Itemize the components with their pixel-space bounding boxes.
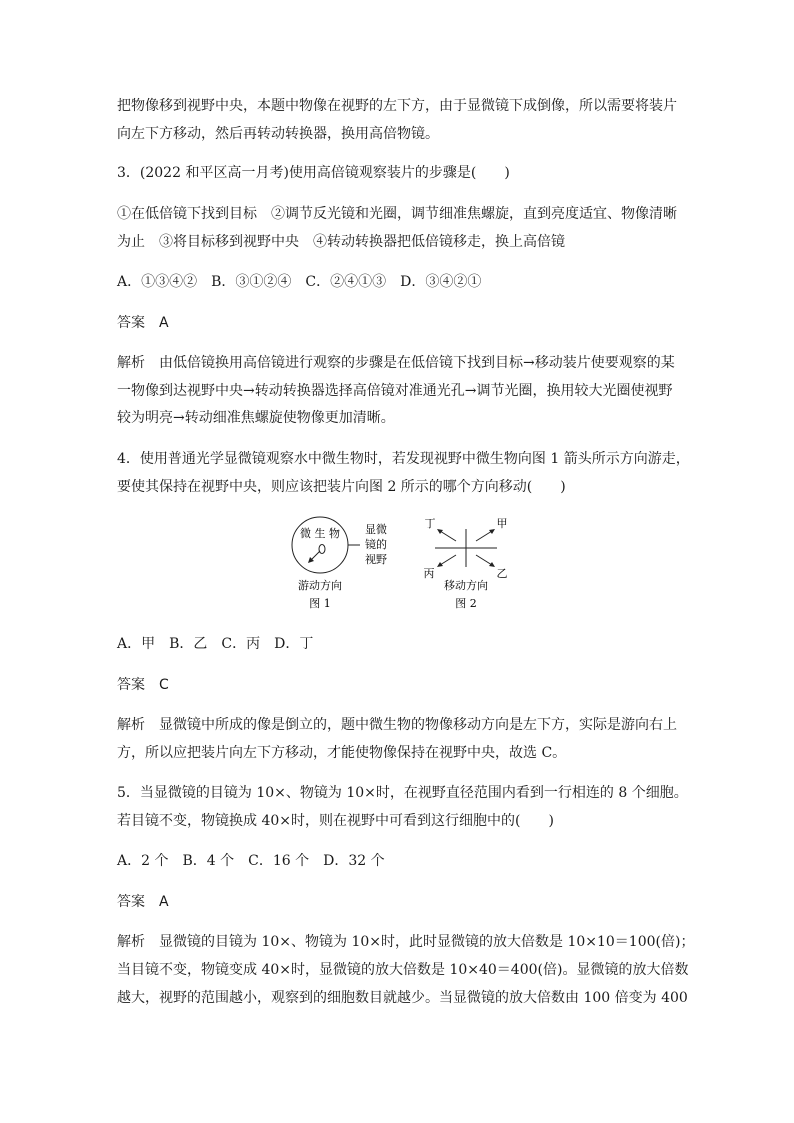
fig2-caption: 图 2 (455, 597, 477, 610)
label-yi: 乙 (496, 567, 508, 580)
q3-choices: A．①③④② B．③①②④ C．②④①③ D．③④②① (117, 274, 482, 290)
q3-option-line-1: ①在低倍镜下找到目标 ②调节反光镜和光圈，调节细准焦螺旋，直到亮度适宜、物像清晰 (117, 206, 677, 222)
microscope-figure (280, 515, 520, 615)
q3-analysis-1: 解析 由低倍镜换用高倍镜进行观察的步骤是在低倍镜下找到目标→移动装片使要观察的某 (117, 355, 675, 371)
question-4-cont: 要使其保持在视野中央，则应该把装片向图 2 所示的哪个方向移动( ) (117, 479, 566, 495)
arrow-bing (440, 555, 456, 565)
arrow-bing-head (437, 562, 443, 567)
arrow-jia-head (489, 529, 495, 534)
q4-choices: A．甲 B．乙 C．丙 D．丁 (117, 636, 314, 652)
question-5: 5．当显微镜的目镜为 10×、物镜为 10×时，在视野直径范围内看到一行相连的 8 个细胞。 (117, 785, 688, 801)
q3-option-line-2: 为止 ③将目标移到视野中央 ④转动转换器把低倍镜移走，换上高倍镜 (117, 234, 565, 250)
arrow-ding-head (437, 529, 443, 534)
fig1-caption: 图 1 (309, 597, 331, 610)
fig1-side-3: 视野 (365, 553, 387, 566)
fig2-dir-label: 移动方向 (444, 579, 488, 592)
fig1-top-label: 微 生 物 (300, 527, 340, 540)
microbe-shape (319, 545, 325, 554)
fig1-side-2: 镜的 (365, 538, 387, 551)
label-jia: 甲 (496, 517, 508, 530)
label-ding: 丁 (424, 517, 436, 530)
label-bing: 丙 (423, 567, 435, 580)
line-1: 把物像移到视野中央，本题中物像在视野的左下方，由于显微镜下成倒像，所以需要将装片 (117, 98, 677, 114)
question-3: 3．(2022 和平区高一月考)使用高倍镜观察装片的步骤是( ) (117, 165, 510, 181)
line-2: 向左下方移动，然后再转动转换器，换用高倍物镜。 (117, 126, 439, 142)
question-4: 4．使用普通光学显微镜观察水中微生物时，若发现视野中微生物向图 1 箭头所示方向游走， (117, 451, 690, 467)
q3-analysis-2: 一物像到达视野中央→转动转换器选择高倍镜对准通光孔→调节光圈，换用较大光圈使视野 (117, 383, 673, 399)
arrow-ding (440, 531, 456, 541)
arrow-yi-head (489, 562, 495, 567)
question-5-cont: 若目镜不变，物镜换成 40×时，则在视野中可看到这行细胞中的( ) (117, 813, 554, 829)
q4-answer: 答案 C (117, 677, 169, 693)
fig1-side-1: 显微 (365, 523, 387, 536)
q5-answer: 答案 A (117, 894, 169, 910)
figure-svg (280, 515, 520, 615)
arrow-yi (476, 555, 492, 565)
arrow-jia (476, 531, 492, 541)
fig1-dir-label: 游动方向 (298, 579, 342, 592)
q5-analysis-2: 当目镜不变，物镜变成 40×时，显微镜的放大倍数是 10×40＝400(倍)。显微镜的放大倍数 (117, 962, 689, 978)
q5-analysis-1: 解析 显微镜的目镜为 10×、物镜为 10×时，此时显微镜的放大倍数是 10×10＝100(倍)； (117, 934, 695, 950)
q3-answer: 答案 A (117, 315, 169, 331)
q5-analysis-3: 越大，视野的范围越小，观察到的细胞数目就越少。当显微镜的放大倍数由 100 倍变为 400 (117, 990, 688, 1006)
q4-analysis-2: 方，所以应把装片向左下方移动，才能使物像保持在视野中央，故选 C。 (117, 745, 567, 761)
q3-analysis-3: 较为明亮→转动细准焦螺旋使物像更加清晰。 (117, 410, 395, 426)
q5-choices: A．2 个 B．4 个 C．16 个 D．32 个 (117, 853, 385, 869)
q4-analysis-1: 解析 显微镜中所成的像是倒立的，题中微生物的物像移动方向是左下方，实际是游向右上 (117, 717, 677, 733)
